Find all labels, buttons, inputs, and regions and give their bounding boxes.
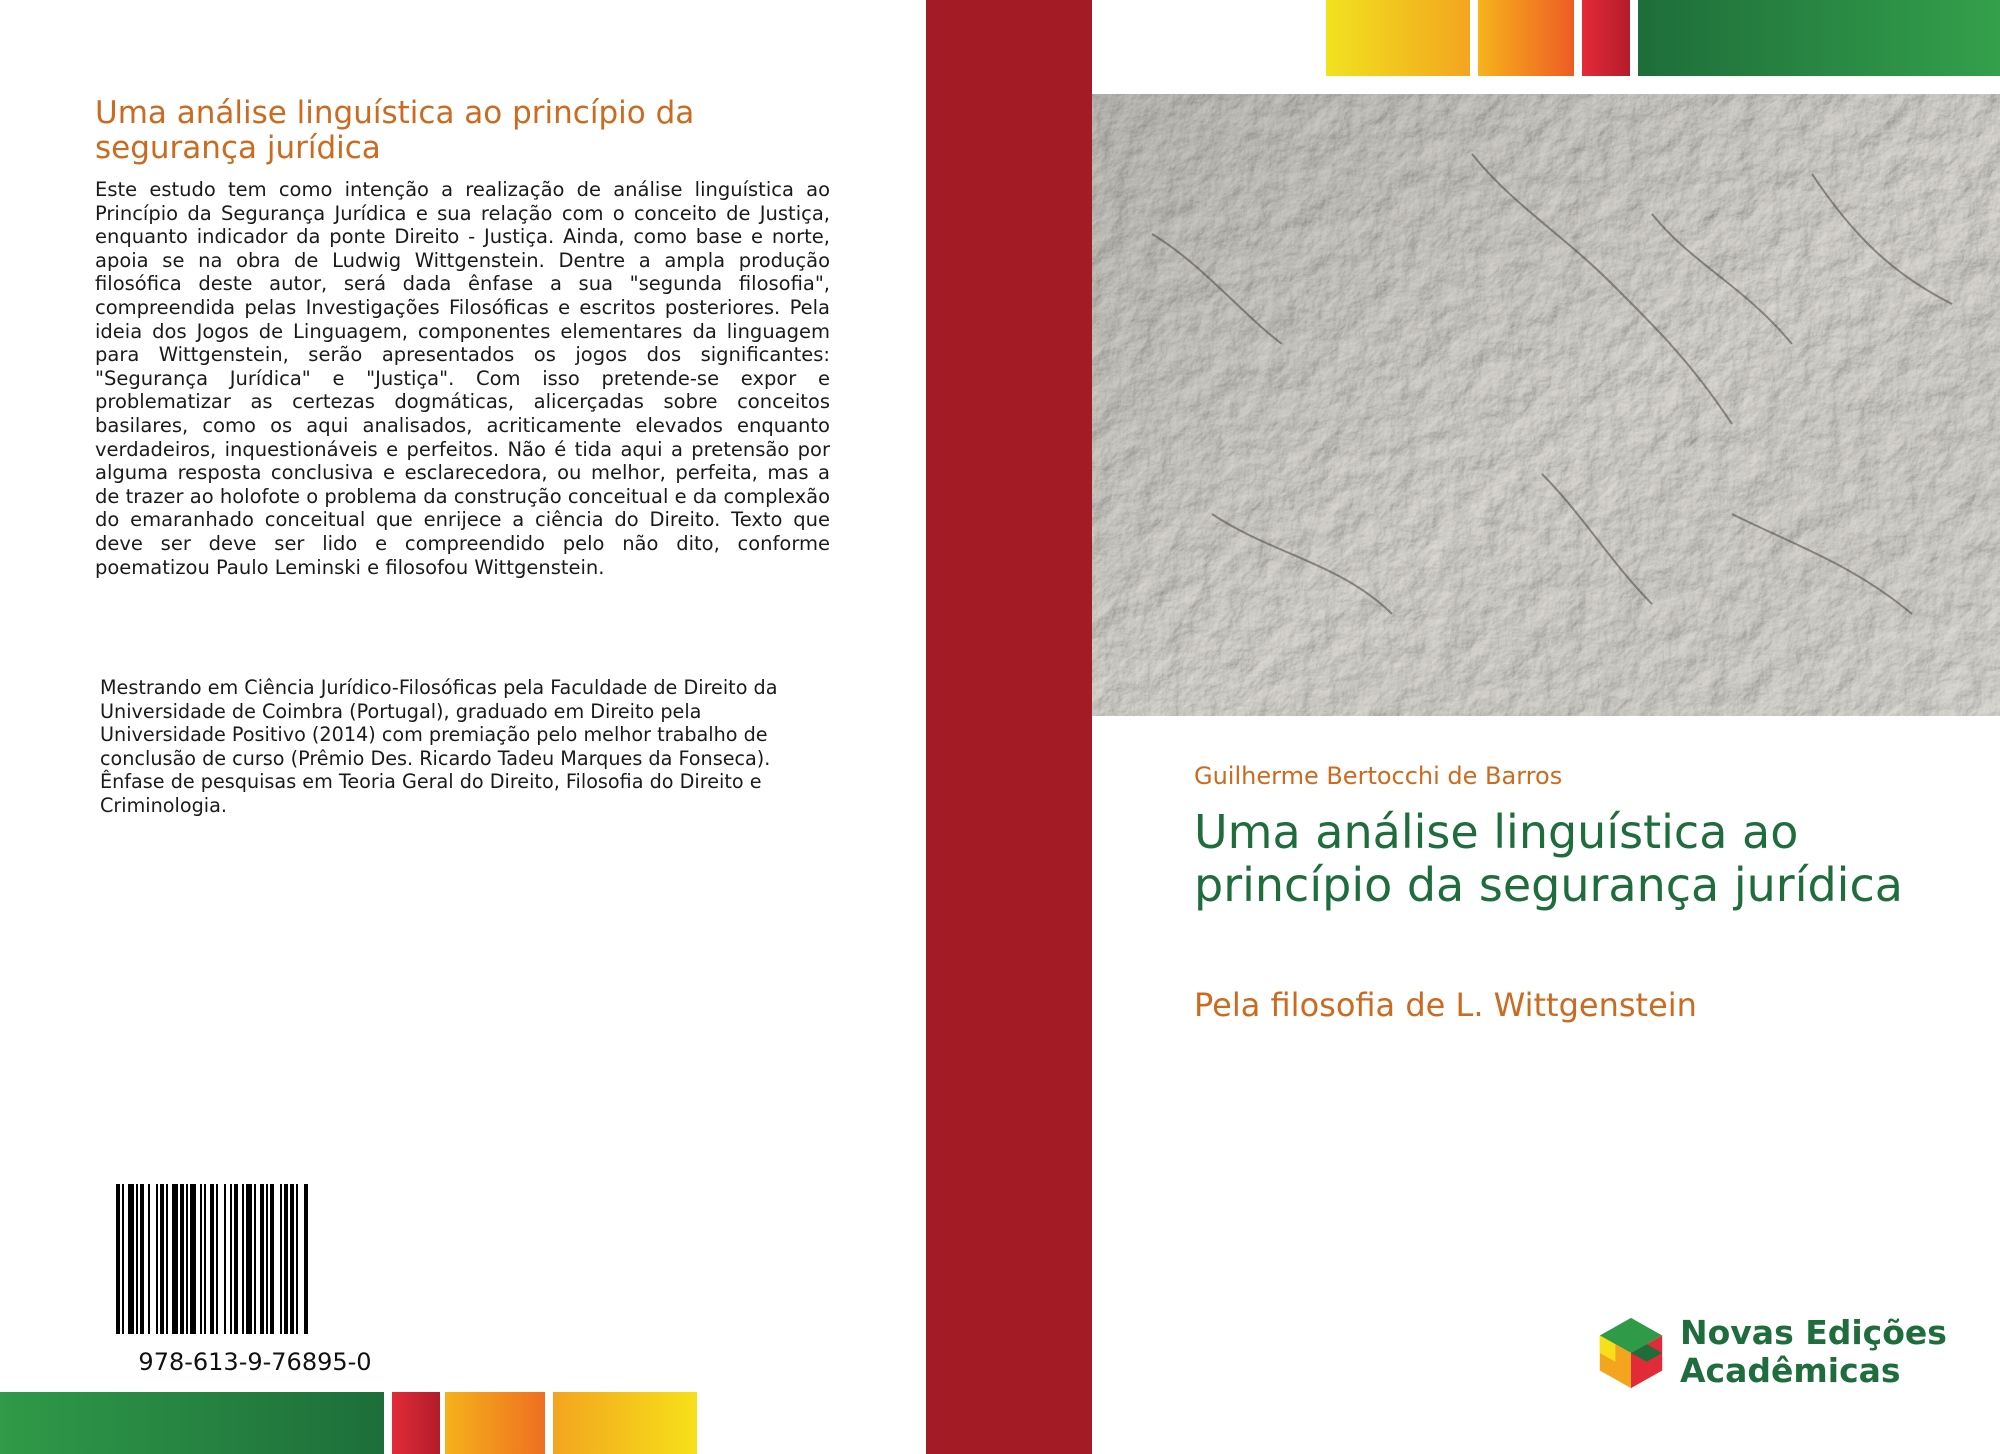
back-cover-title: Uma análise linguística ao princípio da segurança jurídica	[95, 95, 695, 166]
top-color-strip-orange	[1478, 0, 1574, 76]
publisher-logo-block	[1592, 1314, 1972, 1394]
bottom-color-strip-red	[392, 1392, 440, 1454]
publisher-name-line2: Acadêmicas	[1680, 1351, 1901, 1390]
top-color-strip-green	[1638, 0, 2000, 76]
publisher-name	[1680, 1314, 1980, 1390]
bottom-color-strip-orange	[445, 1392, 545, 1454]
front-cover-author: Guilherme Bertocchi de Barros	[1194, 762, 1563, 790]
barcode-image	[114, 1184, 394, 1334]
front-cover-title: Uma análise linguística ao princípio da segurança jurídica	[1194, 805, 1903, 912]
back-cover-blurb: Este estudo tem como intenção a realização de análise linguística ao Princípio da Segurança Jurídica e sua relação com o conceito de Justiça, enquanto indicador da ponte Direito - Justiça. Ainda, como base e norte, apoia se na obra de Ludwig Wittgenstein. Dentre a ampla produção filosófica deste autor, será dada ênfase a sua "segunda filosofia", compreendida pelas Investigações Filosóficas e escritos posteriores. Pela ideia dos Jogos de Linguagem, componentes elementares da linguagem para Wittgenstein, serão apresentados os jogos dos significantes: "Segurança Jurídica" e "Justiça". Com isso pretende-se expor e problematizar as certezas dogmáticas, alicerçadas sobre conceitos basilares, como os aqui analisados, acriticamente elevados enquanto verdadeiros, inquestionáveis e perfeitos. Não é tida aqui a pretensão por alguma resposta conclusiva e esclarecedora, ou melhor, perfeita, mas a de trazer ao holofote o problema da construção conceitual e da complexão do emaranhado conceitual que enrijece a ciência do Direito. Texto que deve ser deve ser lido e compreendido pelo não dito, conforme poematizou Paulo Leminski e filosofou Wittgenstein.	[95, 178, 830, 579]
publisher-name-line1: Novas Edições	[1680, 1313, 1947, 1352]
isbn-number: 978-613-9-76895-0	[138, 1348, 372, 1376]
isbn-barcode	[100, 1178, 410, 1378]
bottom-color-strip-green	[0, 1392, 384, 1454]
top-color-strip-red	[1582, 0, 1630, 76]
book-spine	[926, 0, 1092, 1454]
top-color-strip-yellow	[1326, 0, 1470, 76]
bottom-color-strip-yellow	[553, 1392, 697, 1454]
back-cover	[0, 0, 926, 1454]
author-bio: Mestrando em Ciência Jurídico-Filosóficas pela Faculdade de Direito da Universidade de Coimbra (Portugal), graduado em Direito pela Universidade Positivo (2014) com premiação pelo melhor trabalho de conclusão de curso (Prêmio Des. Ricardo Tadeu Marques da Fonseca). Ênfase de pesquisas em Teoria Geral do Direito, Filosofia do Direito e Criminologia.	[100, 676, 778, 817]
hexagon-cube-logo-icon	[1592, 1314, 1670, 1392]
front-cover-subtitle: Pela filosofia de L. Wittgenstein	[1194, 986, 1697, 1024]
concrete-texture-image	[1092, 94, 2000, 716]
